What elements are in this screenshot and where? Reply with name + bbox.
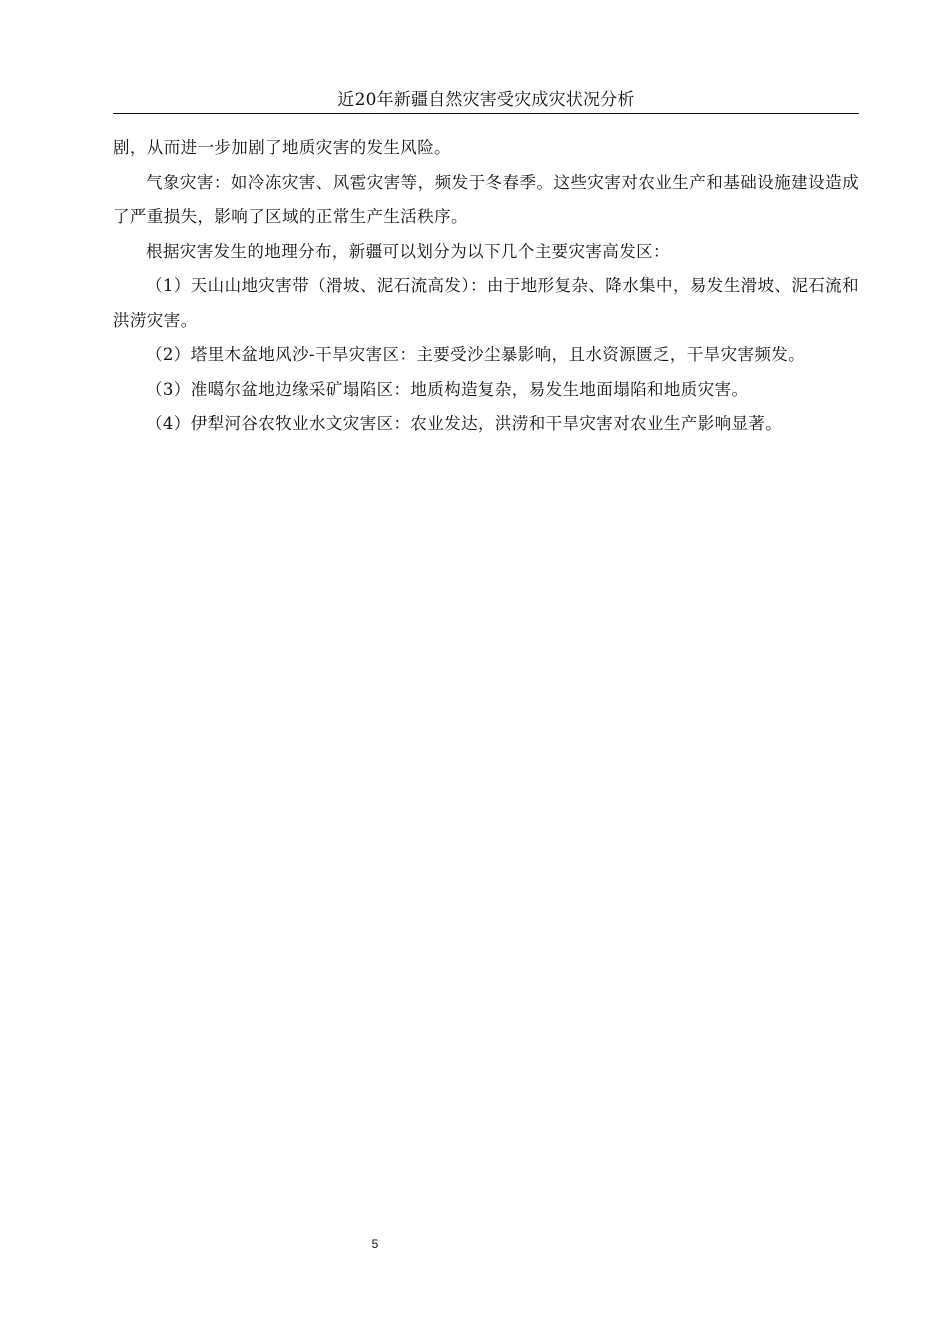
header-divider [113,113,859,114]
paragraph-continuation: 剧，从而进一步加剧了地质灾害的发生风险。 [113,138,451,157]
list-item-tarim: （2）塔里木盆地风沙-干旱灾害区：主要受沙尘暴影响，且水资源匮乏，干旱灾害频发。 [146,345,806,364]
page-number: 5 [371,1237,379,1251]
paragraph-geographic-distribution: 根据灾害发生的地理分布，新疆可以划分为以下几个主要灾害高发区： [146,241,670,261]
list-item-tianshan: （1）天山山地灾害带（滑坡、泥石流高发）：由于地形复杂、降水集中，易发生滑坡、泥石流和洪涝灾害。 [113,276,859,330]
page-header-title: 近20年新疆自然灾害受灾成灾状况分析 [337,90,635,110]
list-item-junggar: （3）准噶尔盆地边缘采矿塌陷区：地质构造复杂，易发生地面塌陷和地质灾害。 [146,379,749,399]
list-item-ili: （4）伊犁河谷农牧业水文灾害区：农业发达，洪涝和干旱灾害对农业生产影响显著。 [146,414,783,433]
body-text [113,131,859,442]
paragraph-meteorological-disasters: 气象灾害：如冷冻灾害、风雹灾害等，频发于冬春季。这些灾害对农业生产和基础设施建设造成了严重损失，影响了区域的正常生产生活秩序。 [113,172,859,226]
